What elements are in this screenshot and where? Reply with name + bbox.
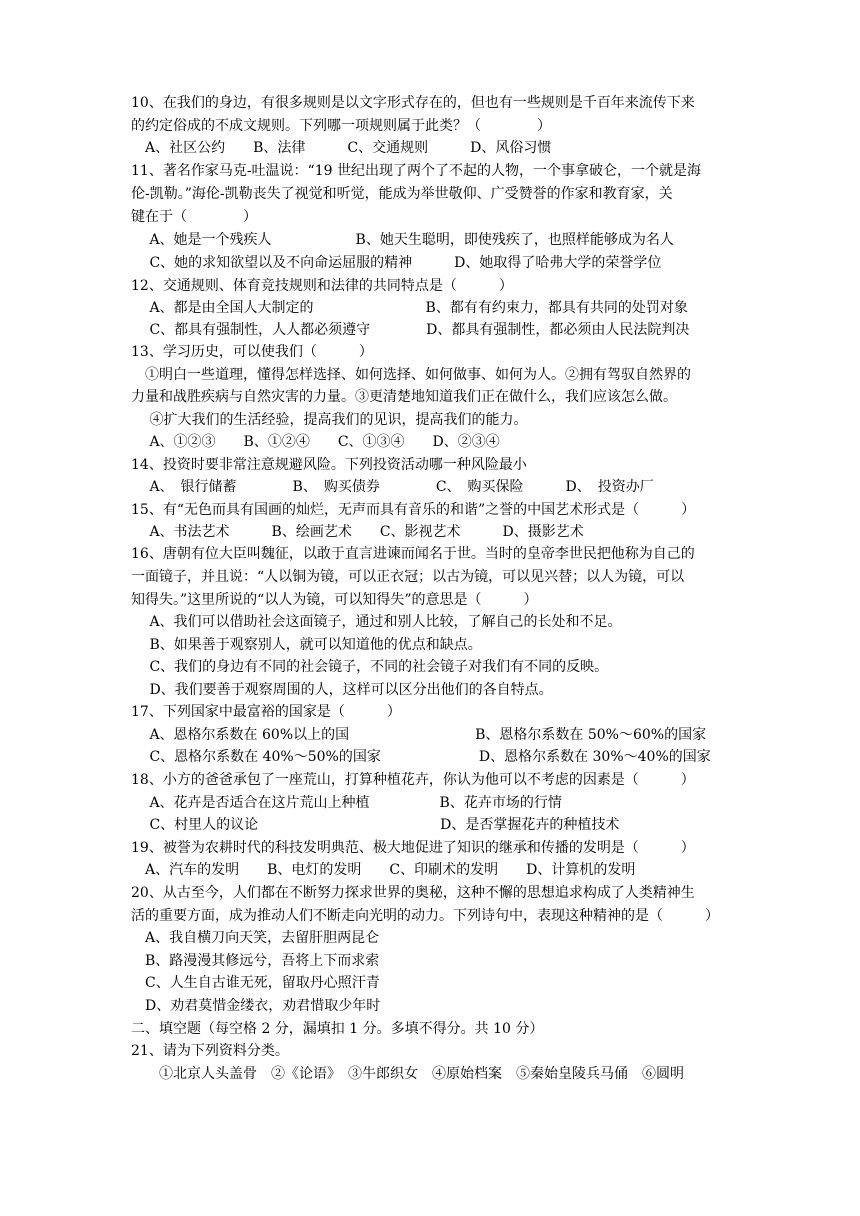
text-line: 14、投资时要非常注意规避风险。下列投资活动哪一种风险最小 bbox=[131, 457, 527, 473]
text-line: ①明白一些道理，懂得怎样选择、如何选择、如何做事、如何为人。②拥有驾驭自然界的 bbox=[131, 367, 691, 383]
text-line: B、如果善于观察别人，就可以知道他的优点和缺点。 bbox=[131, 637, 482, 653]
text-line: A、汽车的发明 B、电灯的发明 C、印刷术的发明 D、计算机的发明 bbox=[131, 862, 636, 878]
text-line: A、社区公约 B、法律 C、交通规则 D、风俗习惯 bbox=[131, 140, 552, 156]
text-line: ①北京人头盖骨 ②《论语》 ③牛郎织女 ④原始档案 ⑤秦始皇陵兵马俑 ⑥圆明 bbox=[131, 1066, 684, 1082]
text-line: 11、著名作家马克-吐温说：“19 世纪出现了两个了不起的人物，一个事拿破仑，一个就是海 bbox=[131, 163, 701, 179]
text-line: 知得失。”这里所说的“以人为镜，可以知得失”的意思是（ ） bbox=[131, 592, 538, 608]
text-line: 20、从古至今，人们都在不断努力探求世界的奥秘，这种不懈的思想追求构成了人类精神生 bbox=[131, 885, 695, 901]
text-line: 15、有“无色而具有国画的灿烂，无声而具有音乐的和谐”之誉的中国艺术形式是（ ） bbox=[131, 502, 696, 518]
text-line: A、 银行储蓄 B、 购买债券 C、 购买保险 D、 投资办厂 bbox=[131, 479, 654, 495]
text-line: C、村里人的议论 D、是否掌握花卉的种植技术 bbox=[131, 817, 620, 833]
text-line: C、恩格尔系数在 40%～50%的国家 D、恩格尔系数在 30%～40%的国家 bbox=[131, 749, 711, 765]
text-line: 21、请为下列资料分类。 bbox=[131, 1043, 289, 1059]
text-line: 力量和战胜疾病与自然灾害的力量。③更清楚地知道我们正在做什么，我们应该怎么做。 bbox=[131, 389, 677, 405]
text-line: 12、交通规则、体育竞技规则和法律的共同特点是（ ） bbox=[131, 278, 513, 294]
text-line: A、我们可以借助社会这面镜子，通过和别人比较，了解自己的长处和不足。 bbox=[131, 614, 622, 630]
text-line: C、我们的身边有不同的社会镜子，不同的社会镜子对我们有不同的反映。 bbox=[131, 659, 609, 675]
text-line: A、花卉是否适合在这片荒山上种植 B、花卉市场的行情 bbox=[131, 795, 562, 811]
text-line: 17、下列国家中最富裕的国家是（ ） bbox=[131, 704, 401, 720]
text-line: 16、唐朝有位大臣叫魏征，以敢于直言进谏而闻名于世。当时的皇帝李世民把他称为自己的 bbox=[131, 546, 695, 562]
text-line: 一面镜子，并且说：“人以铜为镜，可以正衣冠；以古为镜，可以见兴替；以人为镜，可以 bbox=[131, 569, 685, 585]
text-line: C、人生自古谁无死，留取丹心照汗青 bbox=[131, 975, 380, 991]
text-line: C、都具有强制性，人人都必须遵守 D、都具有强制性，都必须由人民法院判决 bbox=[131, 322, 690, 338]
text-line: 13、学习历史，可以使我们（ ） bbox=[131, 344, 373, 360]
text-line: B、路漫漫其修远兮，吾将上下而求索 bbox=[131, 953, 380, 969]
text-line: A、①②③ B、①②④ C、①③④ D、②③④ bbox=[131, 434, 500, 450]
text-line: A、书法艺术 B、绘画艺术 C、影视艺术 D、摄影艺术 bbox=[131, 524, 584, 540]
text-line: C、她的求知欲望以及不向命运屈服的精神 D、她取得了哈弗大学的荣誉学位 bbox=[131, 255, 662, 271]
text-line: 二、填空题（每空格 2 分，漏填扣 1 分。多填不得分。共 10 分） bbox=[131, 1021, 544, 1037]
text-line: ④扩大我们的生活经验，提高我们的见识，提高我们的能力。 bbox=[131, 412, 528, 428]
text-line: A、我自横刀向天笑，去留肝胆两昆仑 bbox=[131, 930, 380, 946]
text-line: 伦-凯勒。”海伦-凯勒丧失了视觉和听觉，能成为举世敬仰、广受赞誉的作家和教育家，关 bbox=[131, 186, 673, 202]
text-line: 10、在我们的身边，有很多规则是以文字形式存在的，但也有一些规则是千百年来流传下来 bbox=[131, 95, 695, 111]
text-line: 19、被誉为农耕时代的科技发明典范、极大地促进了知识的继承和传播的发明是（ ） bbox=[131, 840, 695, 856]
text-line: D、劝君莫惜金缕衣，劝君惜取少年时 bbox=[131, 998, 381, 1014]
text-line: 的约定俗成的不成文规则。下列哪一项规则属于此类？（ ） bbox=[131, 118, 551, 134]
text-line: A、都是由全国人大制定的 B、都有有约束力，都具有共同的处罚对象 bbox=[131, 300, 688, 316]
text-line: 键在于（ ） bbox=[131, 209, 257, 225]
text-line: 活的重要方面，成为推动人们不断走向光明的动力。下列诗句中，表现这种精神的是（ ） bbox=[131, 908, 719, 924]
text-line: A、她是一个残疾人 B、她天生聪明，即使残疾了，也照样能够成为名人 bbox=[131, 232, 674, 248]
text-line: 18、小方的爸爸承包了一座荒山，打算种植花卉，你认为他可以不考虑的因素是（ ） bbox=[131, 772, 695, 788]
text-line: A、恩格尔系数在 60%以上的国 B、恩格尔系数在 50%～60%的国家 bbox=[131, 727, 707, 743]
text-line: D、我们要善于观察周围的人，这样可以区分出他们的各自特点。 bbox=[131, 682, 553, 698]
